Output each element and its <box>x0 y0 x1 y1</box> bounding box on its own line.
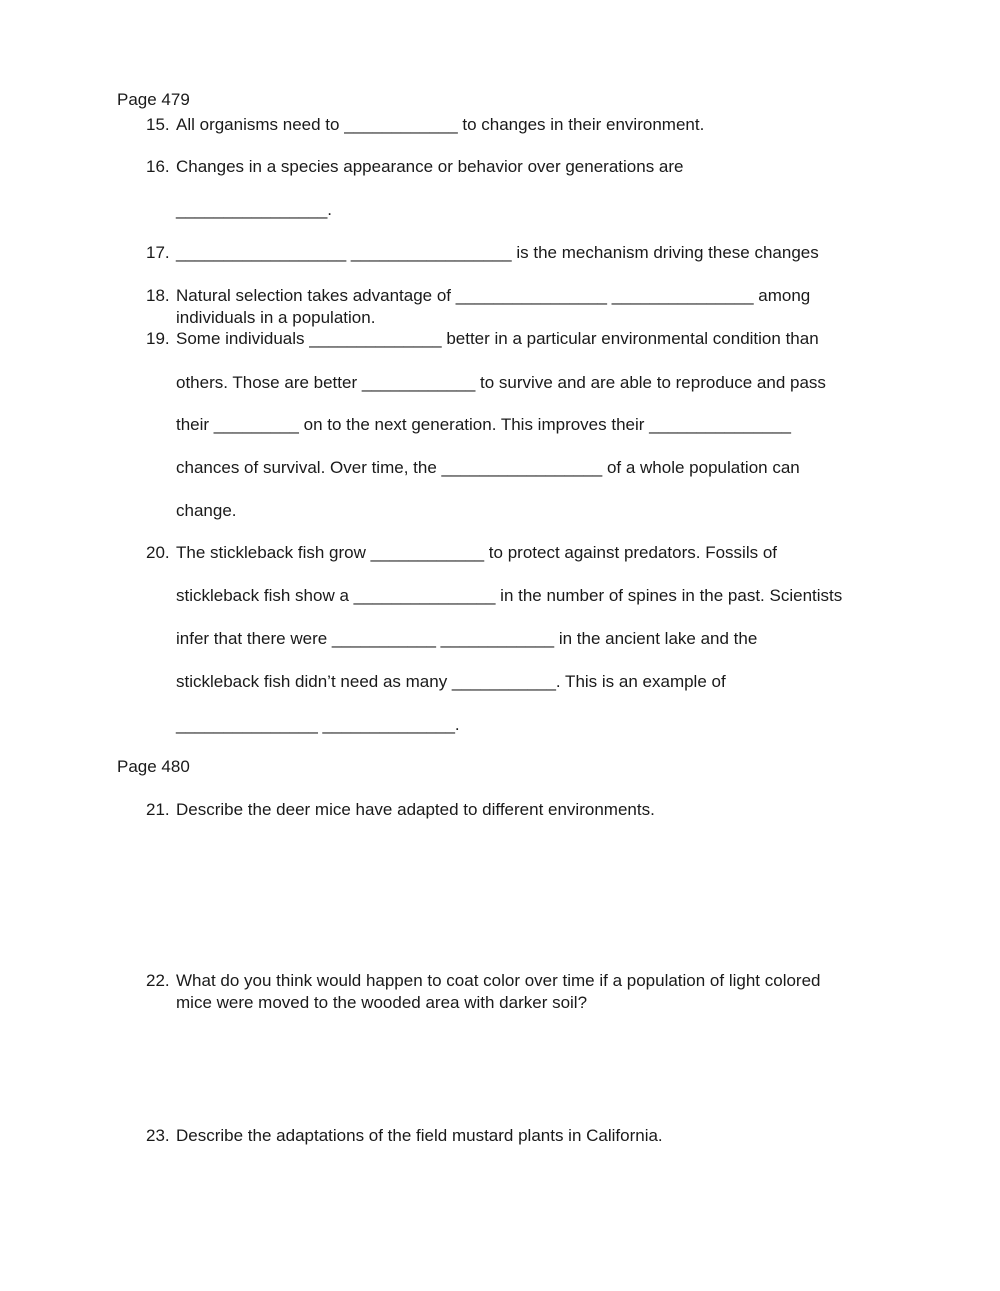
question-text-line: mice were moved to the wooded area with darker soil? <box>176 993 588 1012</box>
question-text-line: change. <box>176 501 237 520</box>
question-text-line: chances of survival. Over time, the _________________ of a whole population can <box>176 458 800 477</box>
question-text: Describe the deer mice have adapted to different environments. <box>176 800 655 819</box>
question-text-line: their _________ on to the next generation. This improves their _______________ <box>176 415 791 434</box>
question-number: 16. <box>146 157 170 176</box>
question-number: 17. <box>146 243 170 262</box>
question-text: __________________ _________________ is the mechanism driving these changes <box>176 243 819 262</box>
question-number: 19. <box>146 329 170 348</box>
question-number: 21. <box>146 800 170 819</box>
question-number: 18. <box>146 286 170 305</box>
question-number: 23. <box>146 1126 170 1145</box>
question-text-line: Changes in a species appearance or behavior over generations are <box>176 157 684 176</box>
page-heading-480: Page 480 <box>117 757 190 776</box>
question-text-line: Natural selection takes advantage of ________________ _______________ among <box>176 286 811 305</box>
question-number: 20. <box>146 543 170 562</box>
question-text: Describe the adaptations of the field mustard plants in California. <box>176 1126 663 1145</box>
question-text-line: stickleback fish show a _______________ in the number of spines in the past. Scientists <box>176 586 843 605</box>
question-text-line: ________________. <box>176 200 332 219</box>
question-text-line: The stickleback fish grow ____________ to protect against predators. Fossils of <box>176 543 778 562</box>
question-number: 15. <box>146 115 170 134</box>
question-text-line: What do you think would happen to coat color over time if a population of light colored <box>176 971 821 990</box>
question-text-line: infer that there were ___________ ____________ in the ancient lake and the <box>176 629 758 648</box>
question-number: 22. <box>146 971 170 990</box>
question-text-line: individuals in a population. <box>176 308 376 327</box>
question-text-line: others. Those are better ____________ to survive and are able to reproduce and pass <box>176 373 826 392</box>
question-text-line: _______________ ______________. <box>176 715 460 734</box>
question-text-line: Some individuals ______________ better in a particular environmental condition than <box>176 329 819 348</box>
question-text-line: stickleback fish didn’t need as many ___________. This is an example of <box>176 672 726 691</box>
question-text: All organisms need to ____________ to changes in their environment. <box>176 115 705 134</box>
page-heading-479: Page 479 <box>117 90 190 109</box>
